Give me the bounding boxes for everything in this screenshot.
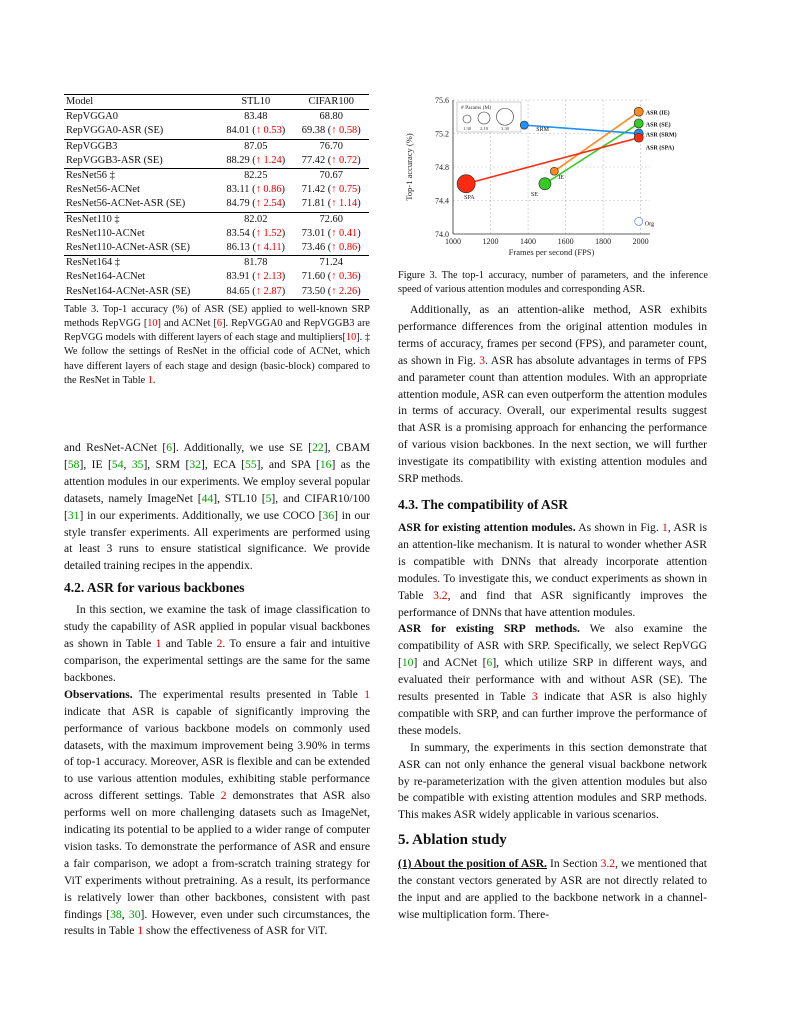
table-row [64,285,369,300]
model-cell: ResNet110-ACNet [66,227,145,239]
value: 87.05 [244,140,268,152]
value-cell [218,110,293,125]
table-header-cell: Model [64,95,218,110]
x-tick-label: 1800 [595,237,612,246]
table-row [64,139,369,154]
table-link[interactable]: 1 [364,687,370,701]
left-column [64,440,370,940]
value-cell [218,169,293,184]
data-point [635,217,643,225]
model-cell: RepVGGB3 [64,139,218,154]
citation-link[interactable]: 54 [111,457,124,471]
citation-link[interactable]: 44 [201,491,214,505]
value: 84.65 [226,285,250,297]
value-cell: 71.81 (↑ 1.14) [301,198,361,210]
paragraph: and ResNet-ACNet [6]. Additionally, we use SE [22], CBAM [58], IE [54, 35], SRM [32], ECA [55], and SPA [16] as the attention modules in our experiments. We employ several popular datasets, namely ImageNet [44], STL10 [5], and CIFAR10/100 [31] in our experiments. Additionally, we use COCO [36] in our style transfer experiments. All experiments are performed using at least 3 runs to ensure statistical significance. We provide detailed training recipes in the appendix. [64,441,371,573]
citation-link[interactable]: 35 [131,457,144,471]
citation-link[interactable]: 31 [67,508,80,522]
value: 86.13 [226,242,250,254]
y-tick-label: 74.8 [435,163,449,172]
value-cell: 77.42 (↑ 0.72) [301,154,361,166]
citation-link[interactable]: 38 [110,907,122,921]
ref-link[interactable]: 10 [147,318,158,330]
data-label: ASR (SPA) [645,145,675,152]
table-row [64,124,369,139]
improvement-value: ↑ 0.72 [331,154,358,166]
value-cell: 84.65 (↑ 2.87) [218,285,293,300]
table-row [64,110,369,125]
value: 83.91 [226,271,250,283]
data-point [634,119,643,128]
improvement-value: ↑ 2.87 [255,285,282,297]
citation-link[interactable]: 32 [189,457,202,471]
data-label: SE [530,191,538,198]
figure-link[interactable]: 3 [479,353,486,367]
paragraph: In this section, we examine the task of image classification to study the capability of ASR applied in popular visual backbones as shown in Table 1 and Table 2. To ensure a fair and intuitive comparison, the experimental settings are the same for the same backbones. [64,603,370,684]
value: 88.29 [226,154,250,166]
value: 71.60 [301,271,326,283]
y-tick-label: 74.4 [435,196,449,206]
paragraph: ASR for existing SRP methods. We also examine the compatibility of ASR with SRP. Specifically, we select RepVGG [10] and ACNet [6], which utilize SRP in different ways, and evaluated their performance with and without ASR (SE). The results presented in Table 3 indicate that ASR is also highly compatible with SRP, and can further improve the performance of these models. [398,622,707,737]
data-point [457,175,475,193]
model-cell: ResNet110-ACNet-ASR (SE) [66,242,191,254]
value-cell: 73.50 (↑ 2.26) [294,285,370,300]
legend-size-marker [463,115,471,123]
x-tick-label: 1200 [482,237,499,246]
data-label: SRM [536,127,549,134]
citation-link[interactable]: 55 [245,457,257,471]
improvement-value: ↑ 0.36 [331,271,358,283]
data-point [550,167,558,175]
value: 84.79 [226,198,250,210]
table-link[interactable]: 2 [220,789,227,803]
table-3-caption: Table 3. Top-1 accuracy (%) of ASR (SE) applied to well-known SRP methods RepVGG [10] and ACNet [6]. RepVGGA0 and RepVGGB3 are RepVGG models with different layers of each stage and multipliers[10]. ‡ We follow the settings of ResNet in the official code of ACNet, which have different layers of each stage and design (basic-block) compared to the ResNet in Table 1. [64,303,370,386]
value: 73.50 [301,285,326,297]
table-row [64,154,369,169]
value-cell: 73.01 (↑ 0.41) [301,227,361,239]
table-row [64,270,369,284]
value: 83.54 [226,227,250,239]
table-row [64,183,369,197]
value-cell: 88.29 (↑ 1.24) [226,154,286,166]
citation-link[interactable]: 5 [265,491,272,505]
paragraph: In summary, the experiments in this section demonstrate that ASR can not only enhance the general visual backbone network by re-parameterization with the given attention modules but also be compatible with existing attention modules and SRP methods. This makes ASR widely applicable in various scenarios. [398,740,707,822]
x-tick-label: 1400 [520,237,537,246]
data-point [539,178,551,190]
value: 84.01 [226,125,250,137]
citation-link[interactable]: 58 [67,457,80,471]
data-label: Org [644,221,654,228]
data-label: ASR (IE) [645,110,670,117]
section-heading-5: 5. Ablation study [398,832,507,849]
citation-link[interactable]: 36 [322,508,335,522]
value: 68.80 [319,111,343,123]
improvement-value: ↑ 1.24 [255,154,282,166]
value-cell: 83.54 (↑ 1.52) [226,227,286,239]
improvement-value: ↑ 0.75 [331,184,358,196]
section-heading-4-2: 4.2. ASR for various backbones [64,580,245,596]
value-cell: 69.38 (↑ 0.58) [301,125,361,137]
value: 71.81 [301,198,326,210]
table-3 [64,94,370,388]
model-cell: ResNet164 ‡ [64,256,218,271]
value-cell [218,212,293,227]
ref-link[interactable]: 6 [216,318,223,330]
data-label: ASR (SRM) [645,132,677,139]
table-row [64,227,369,241]
value: 73.01 [301,227,326,239]
table-row [64,169,369,184]
citation-link[interactable]: 22 [312,441,324,454]
data-point [634,107,643,116]
section-link[interactable]: 3.2 [600,857,616,871]
figure-3-caption: Figure 3. The top-1 accuracy, number of parameters, and the inference speed of various attention modules and corresponding ASR. [398,270,708,296]
run-in-heading: Observations. [64,687,133,701]
value-cell [294,110,370,125]
model-cell: ResNet56-ACNet-ASR (SE) [66,198,186,210]
value-cell: 73.46 (↑ 0.86) [301,242,361,254]
citation-link[interactable]: 6 [486,656,493,670]
improvement-value: ↑ 0.86 [255,184,282,196]
table-link[interactable]: 3 [531,690,538,704]
value-cell: 71.42 (↑ 0.75) [301,184,361,196]
value: 83.11 [226,184,250,196]
citation-link[interactable]: 16 [319,457,332,471]
run-in-heading: ASR for existing SRP methods. [398,622,580,636]
y-tick-label: 74.0 [435,230,449,239]
y-tick-label: 75.6 [435,96,449,105]
model-cell: RepVGGA0-ASR (SE) [66,125,164,137]
citation-link[interactable]: 30 [128,907,141,921]
figure-link[interactable]: 1 [662,520,668,534]
table-header-cell: STL10 [218,95,293,110]
model-cell: ResNet56 ‡ [64,169,218,184]
paragraph: ASR for existing attention modules. As shown in Fig. 1, ASR is an attention-like mechanism. It is natural to wonder whether ASR is compatible with DNNs that already incorporate attention modules. To investigate this, we conduct experiments as shown in Table 3.2, and find that ASR significantly improves the performance of DNNs that have attention modules. [398,520,708,619]
model-cell: ResNet56-ACNet [66,184,140,196]
y-tick-label: 75.2 [435,129,449,139]
x-tick-label: 1600 [557,237,574,246]
legend-size-label: 2.10 [480,126,488,131]
improvement-value: ↑ 0.53 [255,125,282,137]
run-in-heading: (1) About the position of ASR. [398,857,547,871]
improvement-value: ↑ 0.41 [331,227,358,239]
improvement-value: ↑ 1.14 [331,198,358,210]
legend-size-label: 3.30 [501,126,509,131]
value-cell: 71.60 (↑ 0.36) [301,271,361,283]
data-point [634,133,643,142]
table-header-cell: CIFAR100 [294,95,370,110]
model-cell: ResNet164-ACNet [66,271,146,283]
y-axis-label: Top-1 accuracy (%) [404,133,414,201]
model-cell: RepVGGB3-ASR (SE) [66,154,163,166]
paragraph: Additionally, as an attention-alike method, ASR exhibits performance differences from the original attention modules in terms of accuracy, frames per second (FPS), and parameter count, as shown in Fig. 3. ASR has absolute advantages in terms of FPS and parameter count than attention modules. With an appropriate attention module, ASR can even outperform the attention modules in terms of accuracy. Overall, our experimental results suggest that ASR is a promising approach for enhancing the performance of various vision backbones. In the next section, we will further investigate its compatibility with existing attention modules and SRP methods. [398,303,707,486]
legend-size-marker [497,108,514,125]
legend-size-label: 1.30 [463,126,471,131]
value-cell [294,212,370,227]
figure-3 [398,92,708,297]
improvement-value: ↑ 4.11 [255,242,282,254]
table-row [64,212,369,227]
paragraph: Observations. The experimental results presented in Table 1 indicate that ASR is capable of significantly improving the performance of various backbone models on commonly used datasets, with the maximum improvement being 3.90% in terms of top-1 accuracy. Moreover, ASR is flexible and can be extended to use various attention modules, exhibiting stable performance across different settings. Table 2 demonstrates that ASR also performs well on more challenging datasets such as ImageNet, indicating its potential to be applied to a wider range of computer vision tasks. To demonstrate the performance of ASR and ensure a fair comparison, we adopt a from-scratch training strategy for ViT experiments without pretraining. As a result, its performance is relatively lower than other backbones, consistent with past findings [38, 30]. However, even under such circumstances, the results in Table 1 show the effectiveness of ASR for ViT. [64,687,371,938]
table-link[interactable]: 1 [147,374,153,386]
value: 71.42 [301,184,326,196]
value: 70.67 [319,170,343,182]
improvement-value: ↑ 2.13 [255,271,282,283]
table-row [64,241,369,256]
value: 83.48 [244,111,268,123]
citation-link[interactable]: 6 [166,441,172,454]
legend-size-marker [478,112,490,124]
value: 82.02 [244,213,268,225]
value-cell: 86.13 (↑ 4.11) [226,242,286,254]
value: 82.25 [244,170,268,182]
scatter-chart [398,92,708,262]
citation-link[interactable]: 10 [401,656,414,670]
series-line [466,138,639,184]
value: 76.70 [319,140,343,152]
value: 77.42 [301,154,326,166]
data-label: IE [558,175,564,182]
value-cell: 83.91 (↑ 2.13) [226,271,286,283]
improvement-value: ↑ 0.86 [331,242,358,254]
value-cell [294,139,370,154]
run-in-heading: ASR for existing attention modules. [398,520,576,534]
model-cell: ResNet164-ACNet-ASR (SE) [64,285,218,300]
section-heading-4-3: 4.3. The compatibility of ASR [398,496,569,512]
table-link[interactable]: 1 [137,924,144,938]
x-axis-label: Frames per second (FPS) [508,247,595,257]
improvement-value: ↑ 2.54 [255,198,282,210]
legend-title: # Params (M) [461,105,492,111]
value: 73.46 [301,242,326,254]
value-cell: 83.11 (↑ 0.86) [226,184,286,196]
improvement-value: ↑ 1.52 [255,227,282,239]
value-cell: 84.01 (↑ 0.53) [226,125,286,137]
improvement-value: ↑ 2.26 [331,285,358,297]
data-point [520,121,528,129]
table-3-grid [64,94,369,300]
table-header-row [64,95,369,110]
table-link[interactable]: 1 [155,637,162,651]
table-row [64,256,369,271]
table-link[interactable]: 3.2 [433,588,448,602]
x-tick-label: 1000 [445,237,461,246]
x-tick-label: 2000 [632,237,649,246]
value-cell [218,139,293,154]
paragraph: (1) About the position of ASR. In Section 3.2, we mentioned that the constant vectors generated by ASR are not directly related to the input and are applied to the backbone network in a channel-wise multiplication form. There- [398,857,707,921]
data-label: SPA [464,194,475,201]
value-cell [218,256,293,271]
value: 69.38 [301,125,326,137]
value-cell [294,169,370,184]
value-cell: 84.79 (↑ 2.54) [226,198,286,210]
right-column [398,302,707,924]
model-cell: ResNet110 ‡ [64,212,218,227]
value: 81.78 [244,257,268,269]
model-cell: RepVGGA0 [64,110,218,125]
value: 71.24 [319,257,343,269]
ref-link[interactable]: 10 [345,332,357,344]
table-row [64,197,369,212]
value-cell [294,256,370,271]
table-link[interactable]: 2 [216,637,223,651]
value: 72.60 [319,213,343,225]
data-label: ASR (SE) [645,122,671,129]
improvement-value: ↑ 0.58 [331,125,358,137]
